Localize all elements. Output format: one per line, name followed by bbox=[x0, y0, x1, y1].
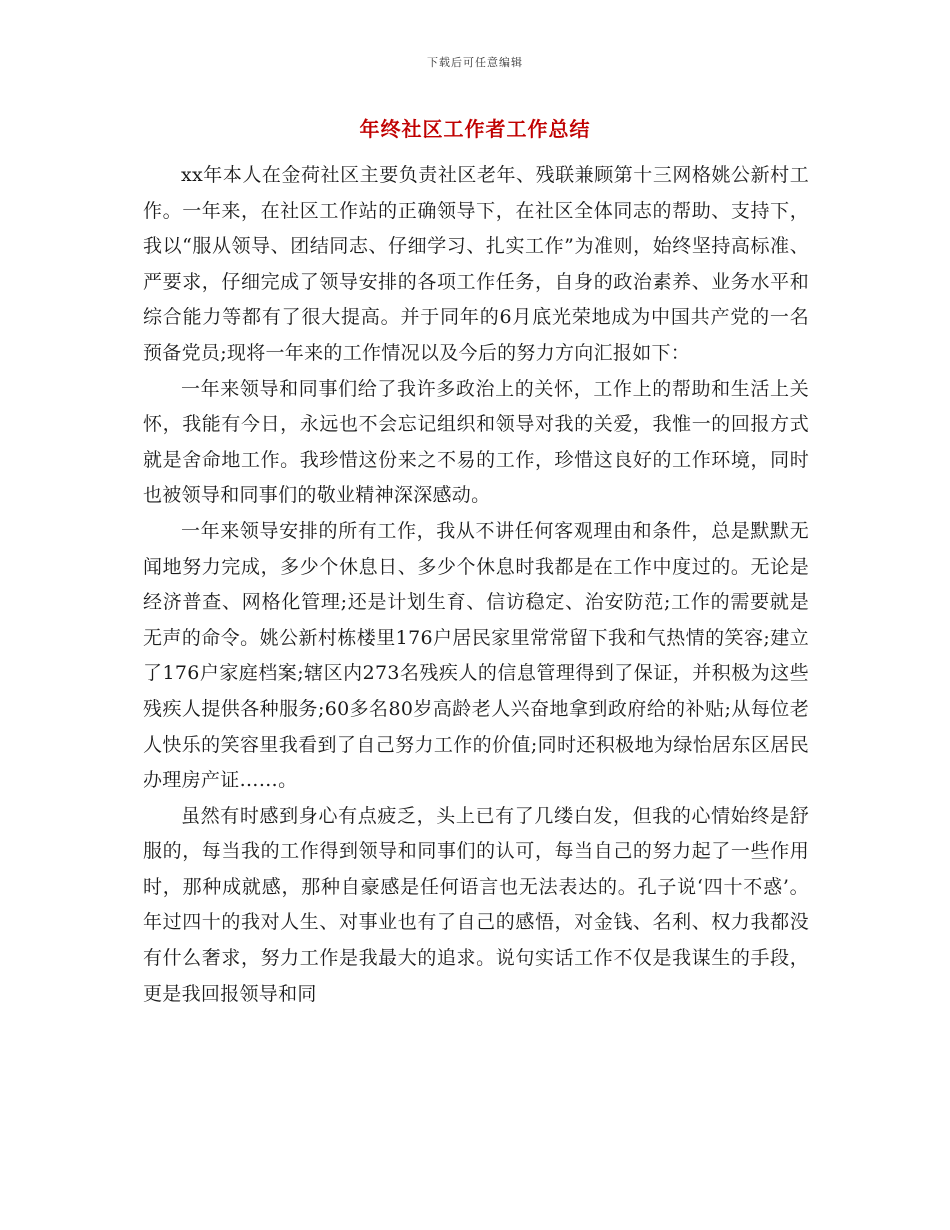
paragraph-4: 虽然有时感到身心有点疲乏，头上已有了几缕白发，但我的心情始终是舒服的，每当我的工作得到领导和同事们的认可，每当自己的努力起了一些作用时，那种成就感，那种自豪感是任何语言也无法表达的。孔子说‘四十不惑’。年过四十的我对人生、对事业也有了自己的感悟，对金钱、名利、权力我都没有什么奢求，努力工作是我最大的追求。说句实话工作不仅是我谋生的手段，更是我回报领导和同 bbox=[143, 804, 809, 1005]
document-title: 年终社区工作者工作总结 bbox=[359, 117, 591, 141]
paragraph-1: xx年本人在金荷社区主要负责社区老年、残联兼顾第十三网格姚公新村工作。一年来，在社区工作站的正确领导下，在社区全体同志的帮助、支持下，我以“服从领导、团结同志、仔细学习、扎实工作”为准则，始终坚持高标准、严要求，仔细完成了领导安排的各项工作任务，自身的政治素养、业务水平和综合能力等都有了很大提高。并于同年的6月底光荣地成为中国共产党的一名预备党员;现将一年来的工作情况以及今后的努力方向汇报如下： bbox=[143, 164, 809, 364]
document-body bbox=[143, 158, 809, 1012]
paragraph-3: 一年来领导安排的所有工作，我从不讲任何客观理由和条件，总是默默无闻地努力完成，多少个休息日、多少个休息时我都是在工作中度过的。无论是经济普查、网格化管理;还是计划生育、信访稳定、治安防范;工作的需要就是无声的命令。姚公新村栋楼里176户居民家里常常留下我和气热情的笑容;建立了176户家庭档案;辖区内273名残疾人的信息管理得到了保证，并积极为这些残疾人提供各种服务;60多名80岁高龄老人兴奋地拿到政府给的补贴;从每位老人快乐的笑容里我看到了自己努力工作的价值;同时还积极地为绿怡居东区居民办理房产证……。 bbox=[143, 519, 809, 792]
paragraph-2: 一年来领导和同事们给了我许多政治上的关怀，工作上的帮助和生活上关怀，我能有今日，永远也不会忘记组织和领导对我的关爱，我惟一的回报方式就是舍命地工作。我珍惜这份来之不易的工作，珍惜这良好的工作环境，同时也被领导和同事们的敬业精神深深感动。 bbox=[143, 377, 809, 507]
header-note: 下载后可任意编辑 bbox=[427, 56, 523, 69]
